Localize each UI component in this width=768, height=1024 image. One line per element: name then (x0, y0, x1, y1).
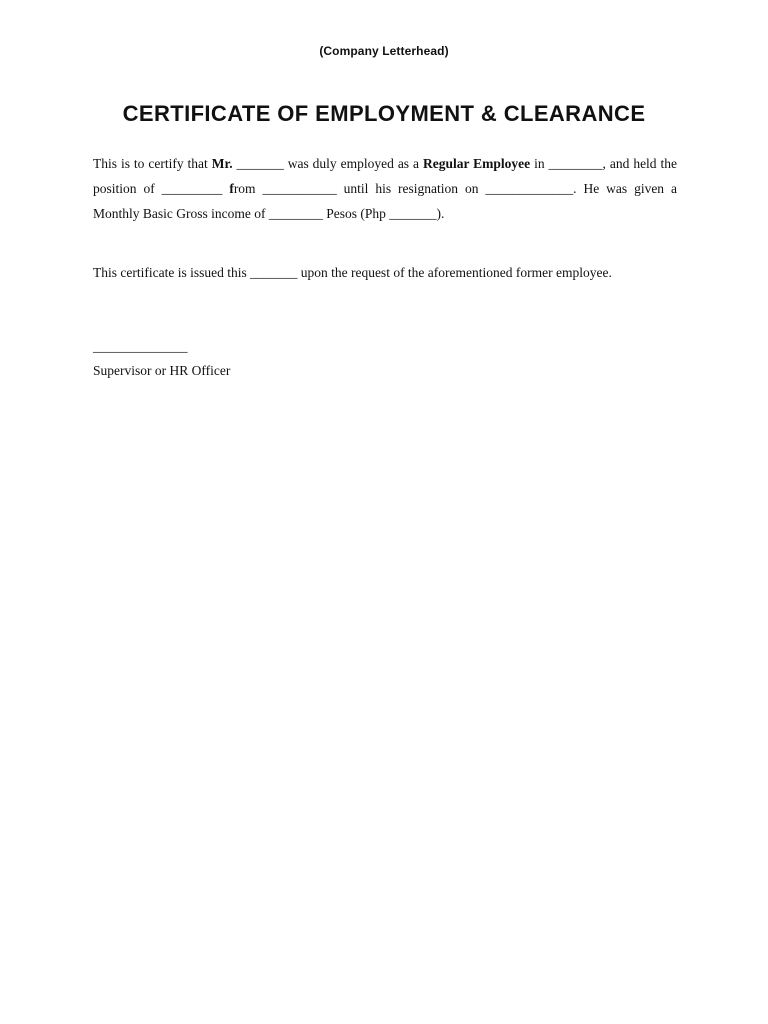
document-title: CERTIFICATE OF EMPLOYMENT & CLEARANCE (122, 101, 646, 126)
signatory-title: Supervisor or HR Officer (93, 363, 231, 378)
company-letterhead-placeholder: (Company Letterhead) (319, 44, 449, 58)
paragraph-text-segment: rom ___________ until his resignation on _____________. He was given a Monthly Basic Gross income of ________ Pesos (Php _______). (93, 181, 677, 221)
paragraph-text-segment: This is to certify that (93, 156, 212, 171)
signature-line: ______________ (93, 339, 188, 354)
bold-letter: f (229, 181, 234, 196)
paragraph-text-segment: in ________, and held the position of _________ (93, 156, 677, 196)
employment-type-bold: Regular Employee (422, 156, 531, 171)
paragraph-text-segment: _______ was duly employed as a (232, 156, 423, 171)
honorific-bold: Mr. (211, 156, 233, 171)
issuance-paragraph: This certificate is issued this _______ upon the request of the aforementioned former employee. (93, 265, 612, 280)
certification-paragraph (93, 151, 677, 226)
